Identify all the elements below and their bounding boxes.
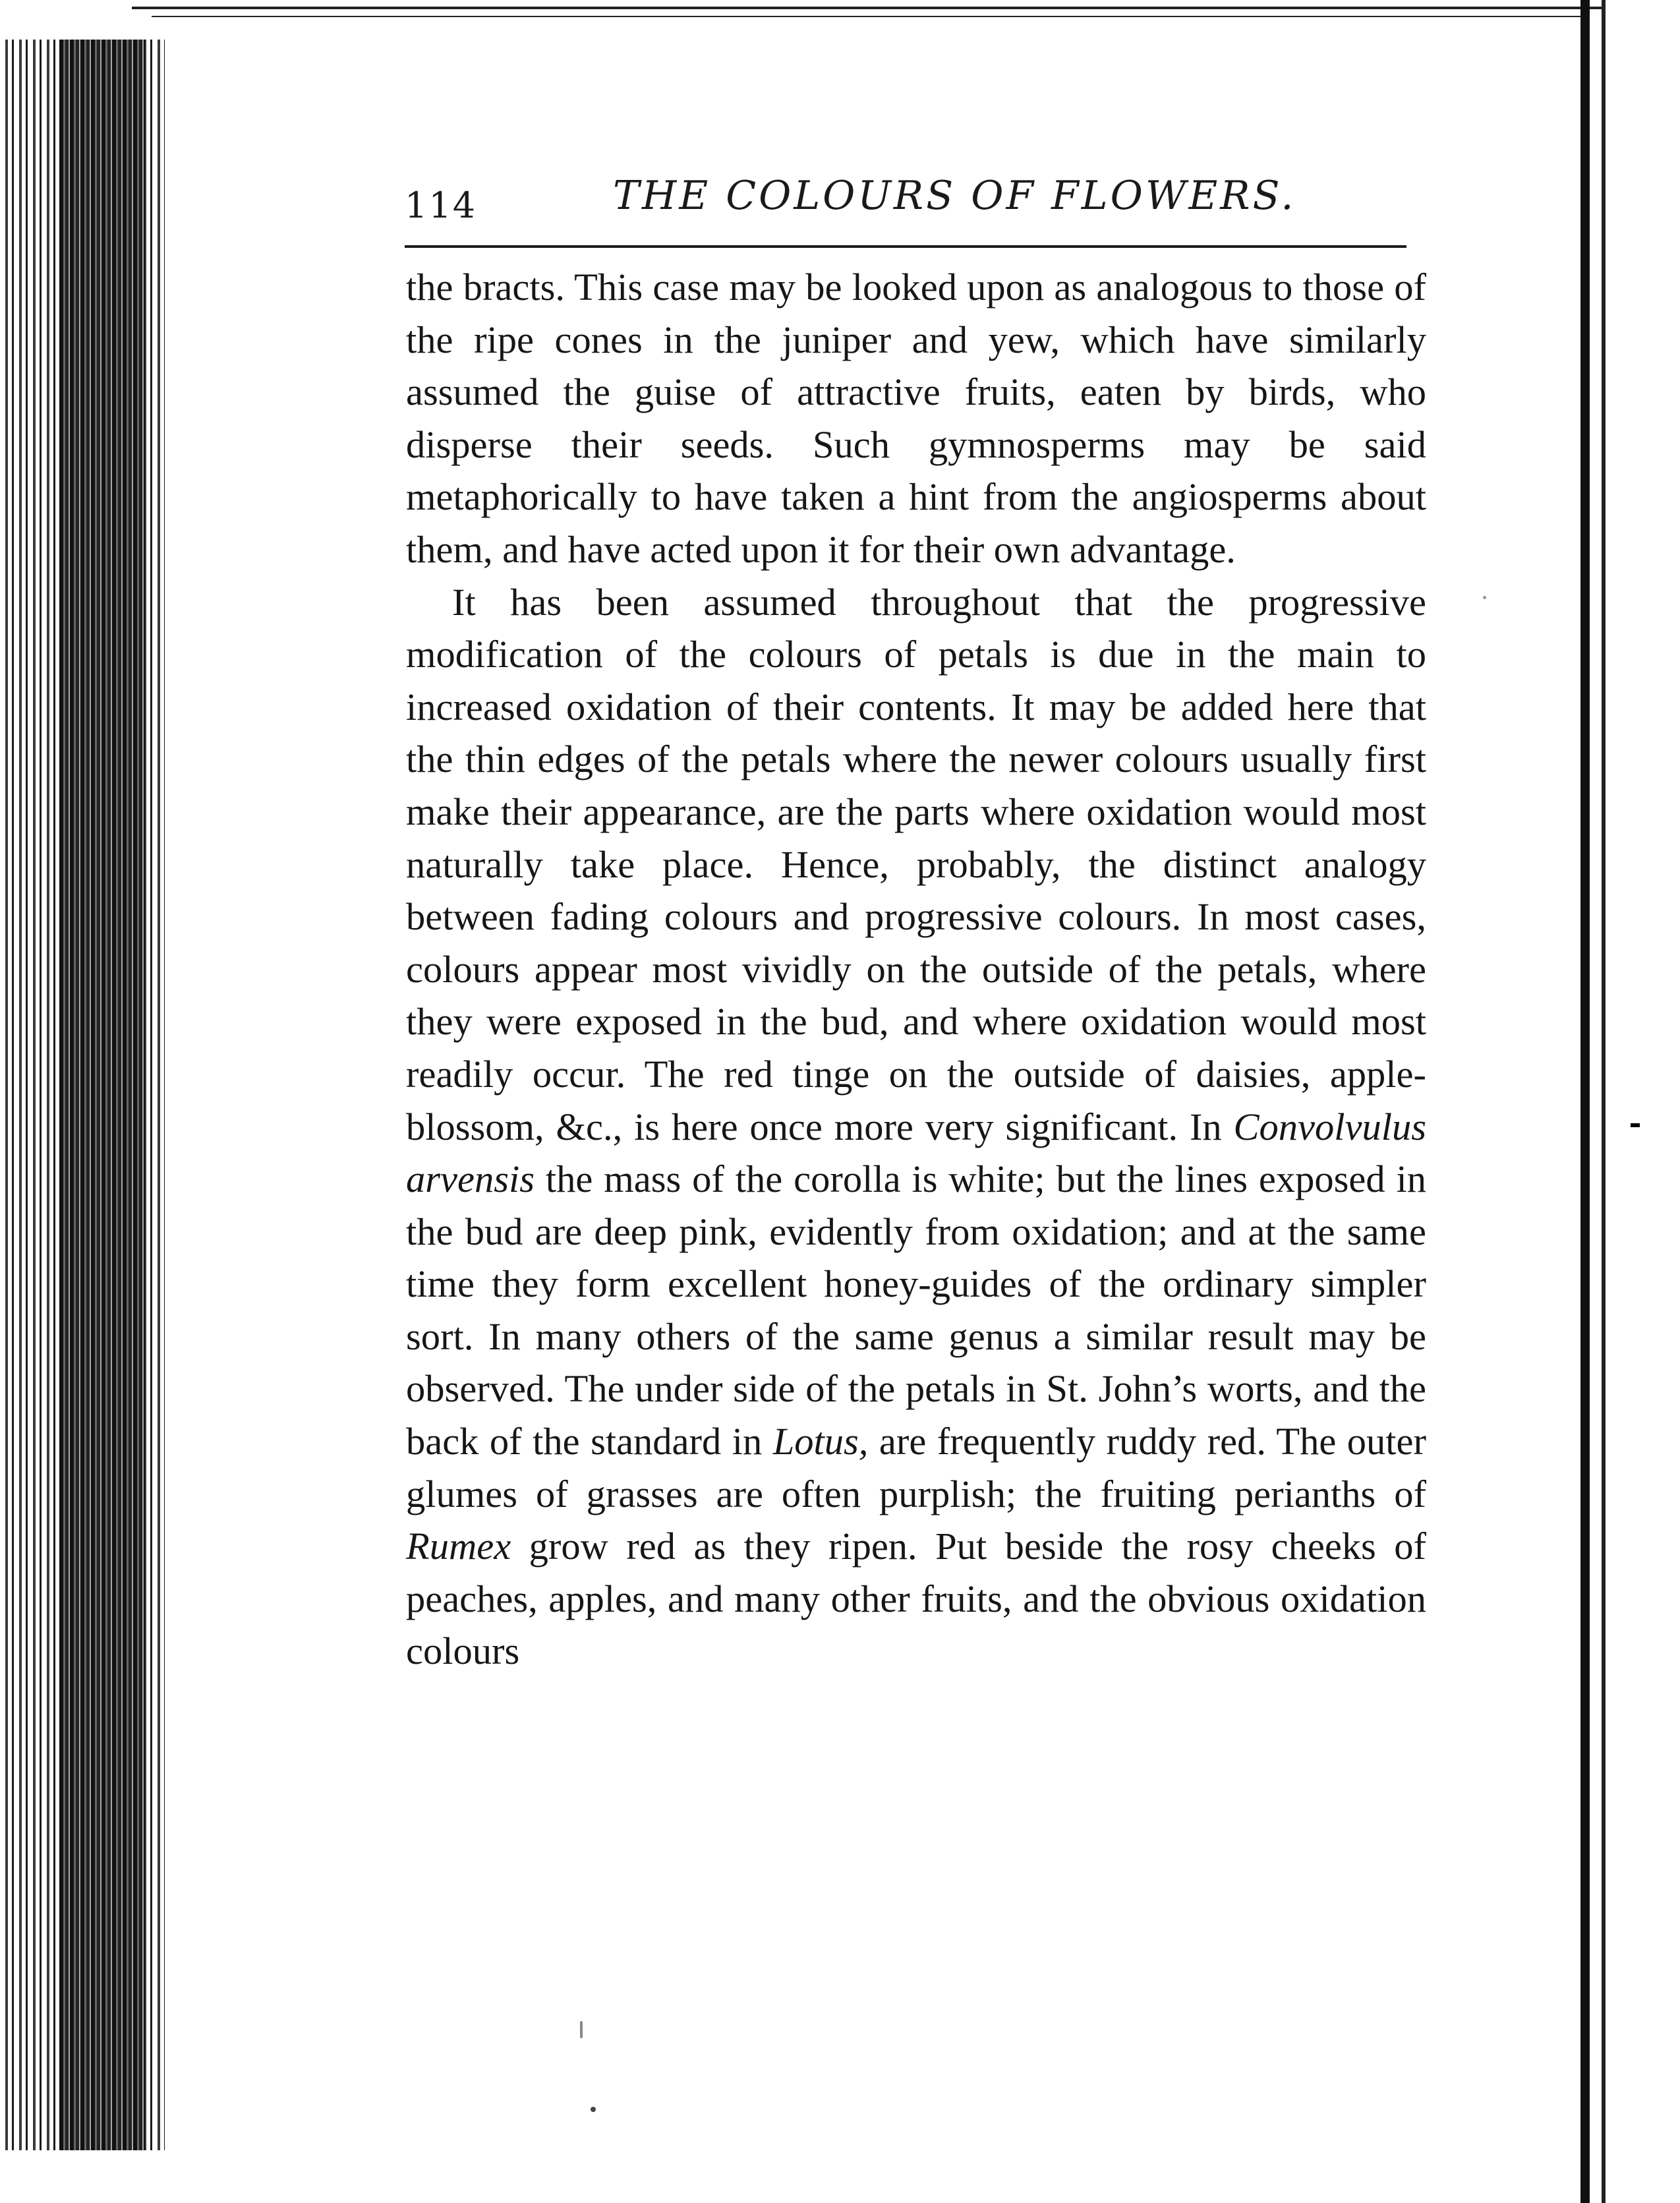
text-run: grow red as they ripen. Put beside the rosy cheeks of peaches, apples, and many other fruits, and the obvious oxidation colours [406, 1525, 1426, 1673]
book-page-edges [0, 0, 165, 2203]
scan-speck [591, 2107, 596, 2112]
body-text [406, 261, 1426, 1678]
right-margin [1608, 0, 1680, 2203]
top-edge-line [132, 7, 1602, 9]
page-edge-band [59, 0, 145, 2203]
running-head [405, 173, 1406, 232]
right-binding-edge-secondary [1602, 0, 1606, 2203]
text-run: the bracts. This case may be looked upon as analogous to those of the ripe cones in the juniper and yew, which have similarly assumed the guise of attractive fruits, eaten by birds, who disperse their seeds. Such gymnosperms may be said metaphorically to have taken a hint from the angiosperms about them, and have acted upon it for their own advantage. [406, 266, 1426, 571]
text-run: the mass of the corolla is white; but the lines exposed in the bud are deep pink, evidently from oxidation; and at the same time they form excellent honey-guides of the ordinary simpler sort. In many others of the same genus a similar result may be observed. The under side of the petals in St. John’s worts, and the back of the standard in [406, 1158, 1426, 1463]
italic-genus-name: Lotus, [772, 1420, 869, 1463]
page-edge-bottom-margin [0, 2150, 165, 2203]
scan-speck [580, 2021, 583, 2038]
text-run: are frequently ruddy red. The outer glumes of grasses are often purplish; the fruiting perianths of [406, 1420, 1426, 1515]
top-edge-line-secondary [152, 16, 1582, 17]
paragraph [406, 261, 1426, 576]
page-number: 114 [405, 185, 477, 226]
margin-mark [1631, 1123, 1640, 1127]
scan-speck [1483, 596, 1486, 599]
paragraph [406, 576, 1426, 1678]
running-title: THE COLOURS OF FLOWERS. [613, 173, 1296, 219]
page-edge-top-margin [0, 0, 165, 40]
italic-species-name: Convolvulus arvensis [406, 1105, 1426, 1201]
text-run: It has been assumed throughout that the progressive modification of the colours of petals is due in the main to increased oxidation of their contents. It may be added here that the thin edges of the petals where the newer colours usually first make their appearance, are the parts where oxidation would most naturally take place. Hence, probably, the distinct analogy between fading colours and progressive colours. In most cases, colours appear most vividly on the outside of the petals, where they were exposed in the bud, and where oxidation would most readily occur. The red tinge on the outside of daisies, apple-blossom, &c., is here once more very significant. In [406, 580, 1426, 1148]
header-rule [405, 245, 1406, 248]
right-binding-edge [1580, 0, 1590, 2203]
italic-genus-name: Rumex [406, 1525, 511, 1568]
